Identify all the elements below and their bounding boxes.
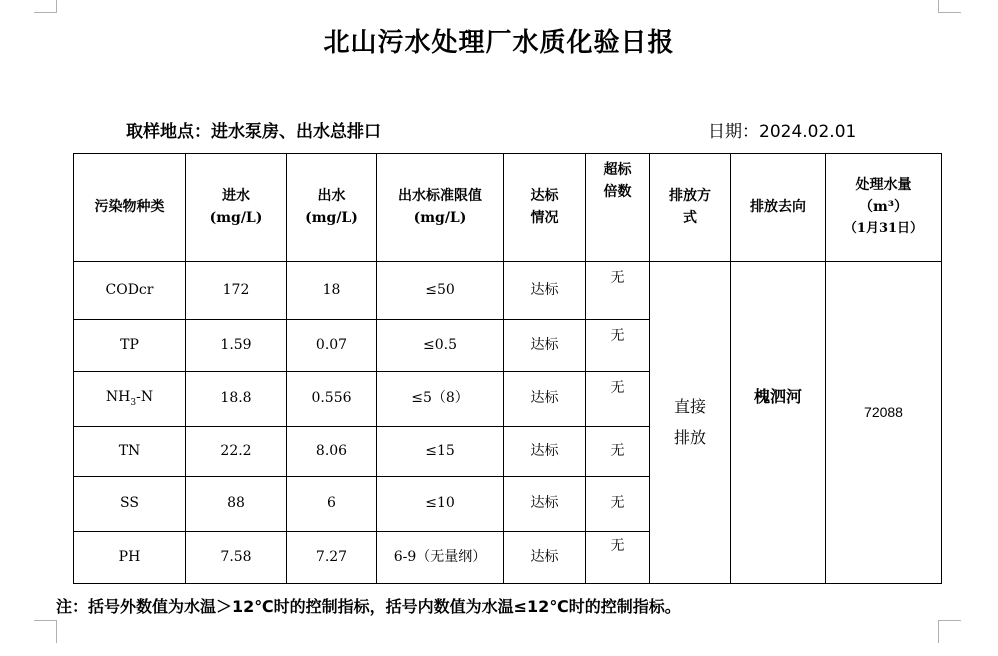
cell-pollutant: TP [74, 320, 186, 372]
cell-limit: ≤50 [377, 262, 504, 320]
crop-mark-bottom-right [938, 620, 961, 643]
cell-pollutant: CODcr [74, 262, 186, 320]
page-title: 北山污水处理厂水质化验日报 [323, 28, 675, 58]
cell-effluent: 7.27 [287, 532, 377, 584]
header-destination: 排放去向 [731, 154, 826, 262]
cell-exceed: 无 [586, 320, 650, 372]
crop-mark-top-right [938, 0, 961, 13]
cell-status: 达标 [504, 477, 586, 532]
cell-effluent: 6 [287, 477, 377, 532]
crop-mark-top-left [34, 0, 57, 13]
header-limit: 出水标准限值 (mg/L) [377, 154, 504, 262]
cell-exceed: 无 [586, 477, 650, 532]
cell-discharge-method: 直接 排放 [650, 262, 731, 584]
cell-exceed: 无 [586, 262, 650, 320]
cell-discharge-destination: 槐泗河 [731, 262, 826, 584]
cell-influent: 7.58 [186, 532, 287, 584]
cell-status: 达标 [504, 262, 586, 320]
footnote: 注：括号外数值为水温＞12℃时的控制指标，括号内数值为水温≤12℃时的控制指标。 [56, 597, 681, 616]
cell-status: 达标 [504, 427, 586, 477]
cell-treated-volume: 72088 [826, 262, 942, 584]
cell-effluent: 0.556 [287, 372, 377, 427]
table-row [74, 262, 942, 320]
cell-pollutant: SS [74, 477, 186, 532]
header-pollutant: 污染物种类 [74, 154, 186, 262]
cell-influent: 88 [186, 477, 287, 532]
header-exceed: 超标 倍数 [586, 154, 650, 262]
cell-exceed: 无 [586, 427, 650, 477]
report-date: 日期：2024.02.01 [708, 122, 857, 142]
header-effluent: 出水 (mg/L) [287, 154, 377, 262]
cell-effluent: 8.06 [287, 427, 377, 477]
cell-effluent: 0.07 [287, 320, 377, 372]
cell-limit: ≤15 [377, 427, 504, 477]
cell-exceed: 无 [586, 372, 650, 427]
header-status: 达标 情况 [504, 154, 586, 262]
cell-limit: 6-9（无量纲） [377, 532, 504, 584]
cell-influent: 1.59 [186, 320, 287, 372]
cell-influent: 172 [186, 262, 287, 320]
cell-status: 达标 [504, 320, 586, 372]
cell-exceed: 无 [586, 532, 650, 584]
header-influent: 进水 (mg/L) [186, 154, 287, 262]
cell-influent: 22.2 [186, 427, 287, 477]
cell-status: 达标 [504, 372, 586, 427]
cell-pollutant: $NH_3-N$ [74, 372, 186, 427]
sampling-location: 取样地点：进水泵房、出水总排口 [126, 122, 381, 142]
cell-pollutant: TN [74, 427, 186, 477]
cell-influent: 18.8 [186, 372, 287, 427]
cell-effluent: 18 [287, 262, 377, 320]
cell-limit: ≤10 [377, 477, 504, 532]
header-method: 排放方 式 [650, 154, 731, 262]
cell-status: 达标 [504, 532, 586, 584]
table-header-row [74, 154, 942, 262]
water-quality-table [73, 153, 942, 584]
crop-mark-bottom-left [34, 620, 57, 643]
cell-limit: ≤5（8） [377, 372, 504, 427]
header-volume: 处理水量 （m³） （1月31日） [826, 154, 942, 262]
cell-pollutant: PH [74, 532, 186, 584]
cell-limit: ≤0.5 [377, 320, 504, 372]
